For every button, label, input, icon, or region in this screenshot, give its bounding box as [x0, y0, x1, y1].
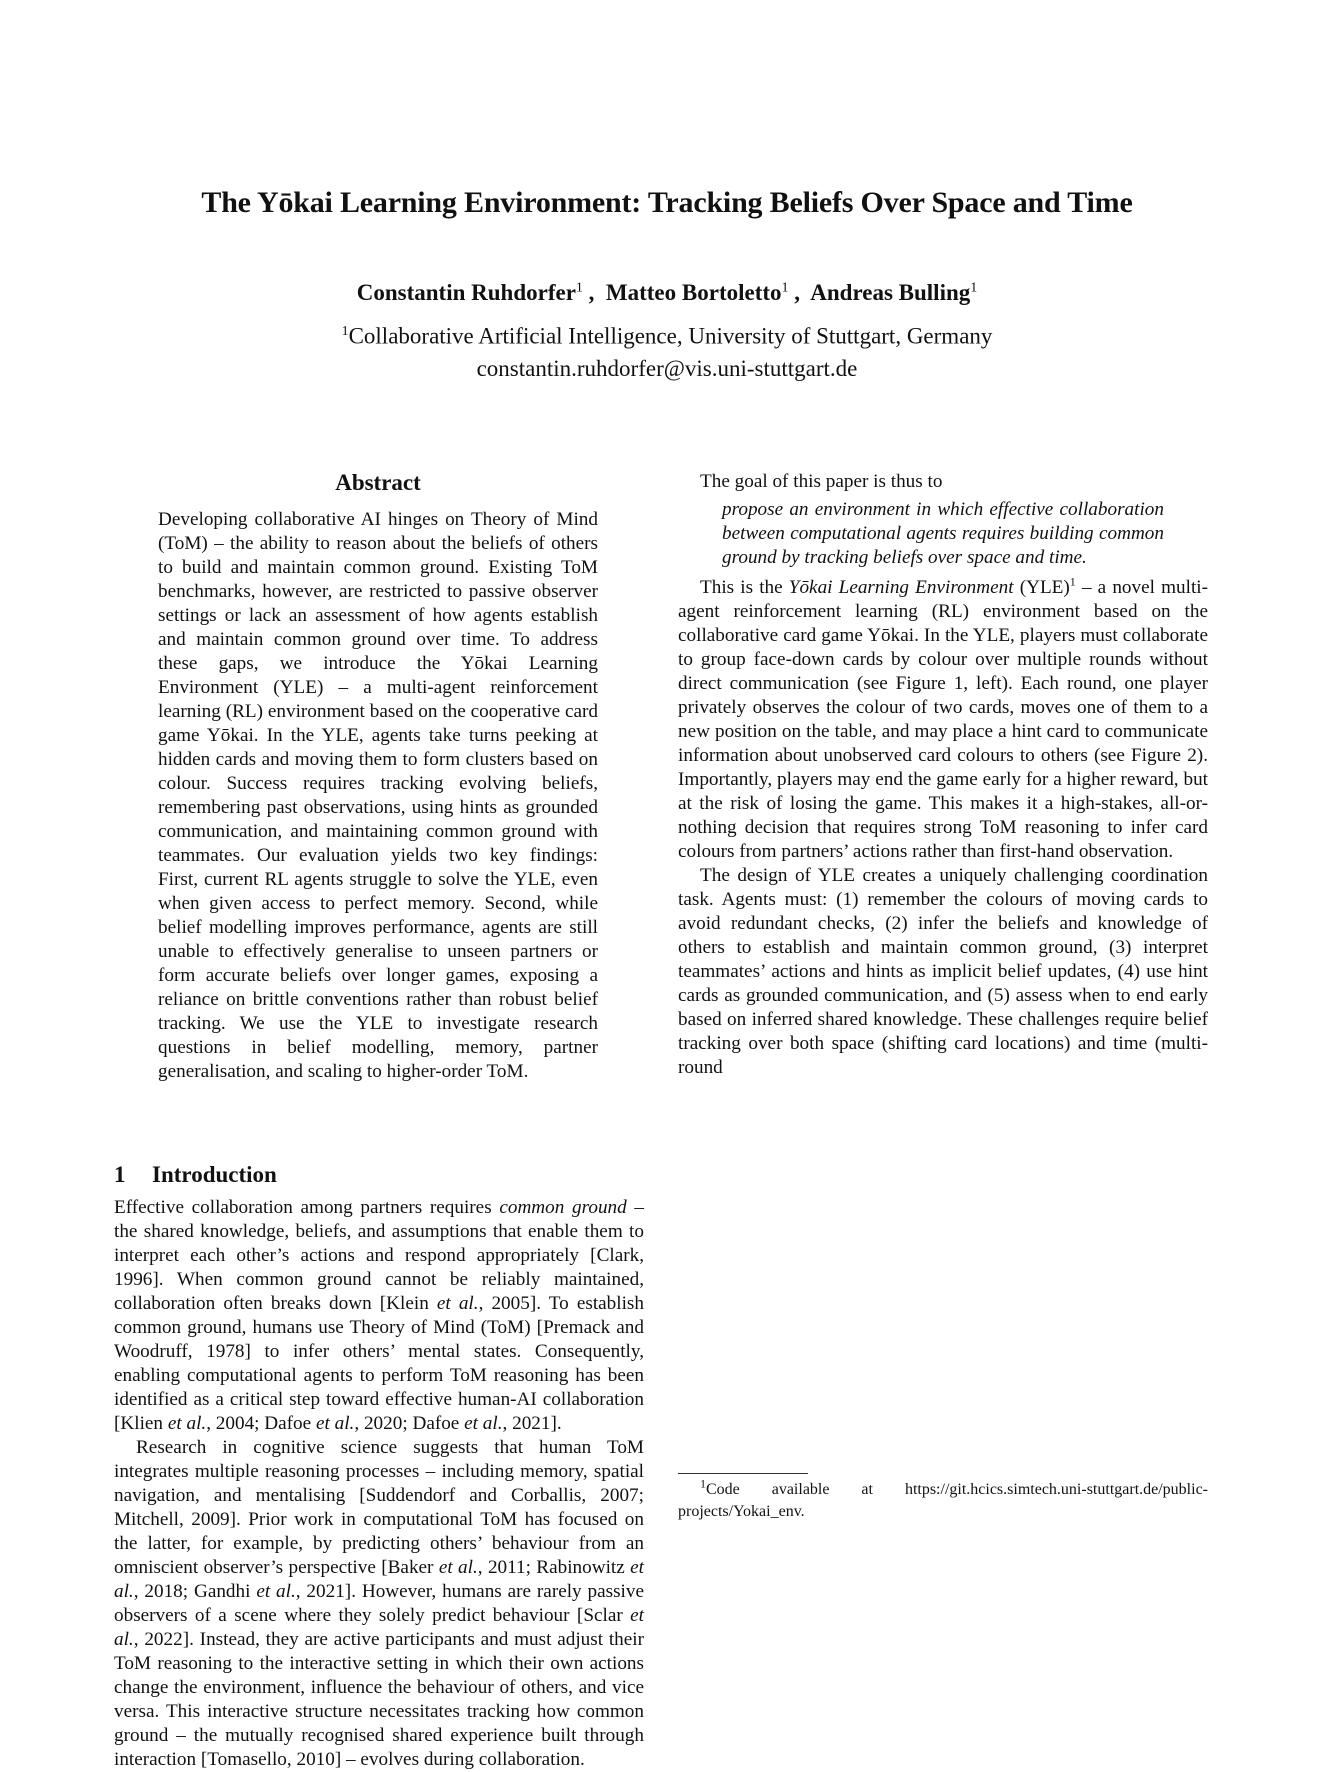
- goal-statement: propose an environment in which effective collaboration between computational agents requires building common ground by tracking beliefs over space and time.: [722, 499, 1164, 568]
- author-3: Andreas Bulling$^1$: [810, 280, 978, 305]
- intro-paragraph-4: This is the Yōkai Learning Environment (YLE)$^1$ – a novel multi-agent reinforcement learning (RL) environment based on the collaborative card game Yōkai. In the YLE, players must collaborate to group face-down cards by colour over multiple rounds without direct communication (see Figure 1, left). Each round, one player privately observes the colour of two cards, moves one of them to a new position on the table, and may place a hint card to communicate information about unobserved card colours to others (see Figure 2). Importantly, players may end the game early for a higher reward, but at the risk of losing the game. This makes it a high-stakes, all-or-nothing decision that requires strong ToM reasoning to infer card colours from partners’ actions rather than first-hand observation.: [678, 574, 1209, 862]
- footnote-text: Code available at https://git.hcics.simtech.uni-stuttgart.de/public-projects/Yokai_env.: [678, 1481, 1208, 1520]
- author-2: Matteo Bortoletto$^1$: [605, 280, 789, 305]
- abstract-heading: Abstract: [335, 470, 421, 495]
- section-heading-introduction: 1 Introduction: [114, 1162, 277, 1187]
- paper-title: The Yōkai Learning Environment: Tracking Beliefs Over Space and Time: [201, 186, 1133, 219]
- left-column: [114, 1196, 644, 1772]
- footnote: $^1$Code available at https://git.hcics.simtech.uni-stuttgart.de/public-projects/Yokai_env.: [678, 1476, 1208, 1520]
- intro-paragraph-3: The goal of this paper is thus to: [700, 471, 943, 492]
- intro-paragraph-2: Research in cognitive science suggests that human ToM integrates multiple reasoning processes – including memory, spatial navigation, and mentalising [Suddendorf and Corballis, 2007; Mitchell, 2009]. Prior work in computational ToM has focused on the latter, for example, by predicting others’ behaviour from an omniscient observer’s perspective [Baker et al., 2011; Rabinowitz et al., 2018; Gandhi et al., 2021]. However, humans are rarely passive observers of a scene where they solely predict behaviour [Sclar et al., 2022]. Instead, they are active participants and must adjust their ToM reasoning to the interactive setting in which their own actions change the environment, influence the behaviour of others, and vice versa. This interactive structure necessitates tracking how common ground – the mutually recognised shared experience built through interaction [Tomasello, 2010] – evolves during collaboration.: [114, 1437, 644, 1770]
- affiliation: $^1$Collaborative Artificial Intelligence, University of Stuttgart, Germany: [341, 323, 993, 349]
- abstract-text: Developing collaborative AI hinges on Theory of Mind (ToM) – the ability to reason about the beliefs of others to build and maintain common ground. Existing ToM benchmarks, however, are restricted to passive observer settings or lack an assessment of how agents establish and maintain common ground over time. To address these gaps, we introduce the Yōkai Learning Environment (YLE) – a multi-agent reinforcement learning (RL) environment based on the cooperative card game Yōkai. In the YLE, agents take turns peeking at hidden cards and moving them to form clusters based on colour. Success requires tracking evolving beliefs, remembering past observations, using hints as grounded communication, and maintaining common ground with teammates. Our evaluation yields two key findings: First, current RL agents struggle to solve the YLE, even when given access to perfect memory. Second, while belief modelling improves performance, agents are still unable to effectively generalise to unseen partners or form accurate beliefs over longer games, exposing a reliance on brittle conventions rather than robust belief tracking. We use the YLE to investigate research questions in belief modelling, memory, partner generalisation, and scaling to higher-order ToM.: [158, 509, 598, 1082]
- right-column: [678, 470, 1208, 1080]
- intro-paragraph-1: Effective collaboration among partners requires common ground – the shared knowledge, beliefs, and assumptions that enable them to interpret each other’s actions and respond appropriately [Clark, 1996]. When common ground cannot be reliably maintained, collaboration often breaks down [Klein et al., 2005]. To establish common ground, humans use Theory of Mind (ToM) [Premack and Woodruff, 1978] to infer others’ mental states. Consequently, enabling computational agents to perform ToM reasoning has been identified as a critical step toward effective human-AI collaboration [Klien et al., 2004; Dafoe et al., 2020; Dafoe et al., 2021].: [114, 1197, 645, 1434]
- email: constantin.ruhdorfer@vis.uni-stuttgart.de: [476, 355, 858, 381]
- intro-paragraph-5: The design of YLE creates a uniquely challenging coordination task. Agents must: (1) remember the colours of moving cards to avoid redundant checks, (2) infer the beliefs and knowledge of others to establish and maintain common ground, (3) interpret teammates’ actions and hints as implicit belief updates, (4) use hint cards as grounded communication, and (5) assess when to end early based on inferred shared knowledge. These challenges require belief tracking over both space (shifting card locations) and time (multi-round: [678, 865, 1208, 1078]
- author-1: Constantin Ruhdorfer$^1$: [356, 280, 583, 305]
- affiliation-block: [0, 316, 1334, 385]
- footnote-divider: [678, 1473, 808, 1474]
- footnote-marker: 1: [1069, 574, 1076, 589]
- author-list: Constantin Ruhdorfer$^1$ , Matteo Bortoletto$^1$ , Andreas Bulling$^1$: [356, 280, 978, 305]
